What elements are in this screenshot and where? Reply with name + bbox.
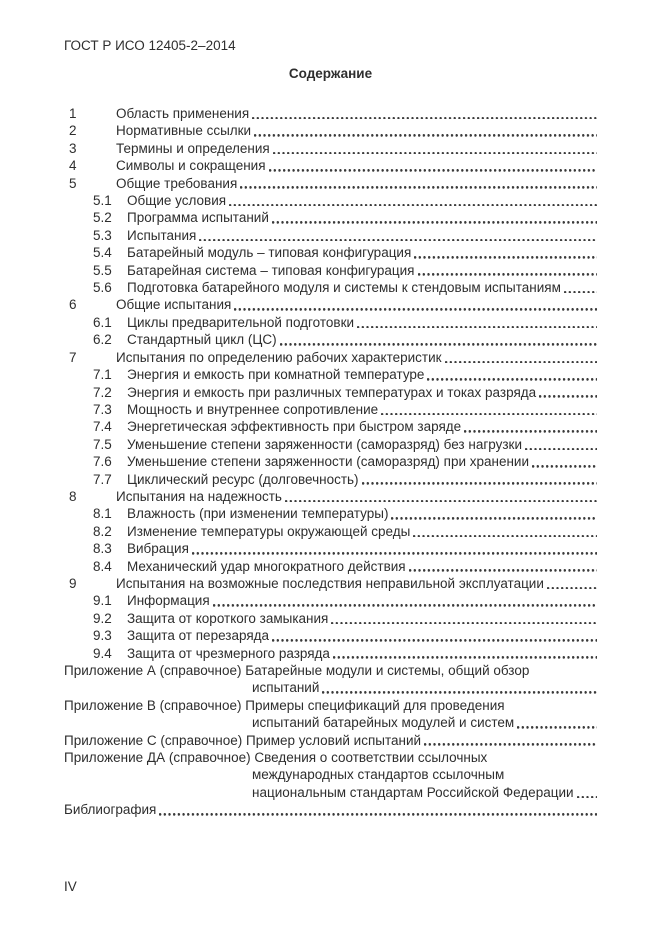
toc-entry-text: Мощность и внутреннее сопротивление — [127, 401, 379, 417]
dot-leader — [357, 326, 597, 329]
toc-entry — [64, 505, 597, 522]
toc-entry-text: международных стандартов ссылочным — [252, 767, 505, 783]
toc-entry-number: 5 — [69, 175, 77, 191]
toc-entry — [64, 140, 597, 157]
toc-entry — [64, 105, 597, 122]
dot-leader — [269, 169, 597, 172]
toc-entry-number: 6.1 — [93, 314, 112, 330]
dot-leader — [322, 691, 597, 694]
dot-leader — [159, 813, 597, 816]
toc-entry-text: Приложение В (справочное) Примеры спецификаций для проведения — [64, 697, 505, 713]
dot-leader — [213, 604, 597, 607]
toc-entry — [64, 749, 597, 766]
toc-entry-text: Область применения — [116, 106, 250, 121]
toc-entry — [64, 523, 597, 540]
toc-entry-text: Энергия и емкость при различных температурах и токах разряда — [127, 384, 537, 400]
toc-entry-number: 9.4 — [93, 645, 112, 661]
toc-entry-text: Подготовка батарейного модуля и системы к стендовым испытаниям — [127, 280, 561, 296]
toc-entry-number: 6.2 — [93, 332, 112, 348]
toc-entry-text: Циклы предварительной подготовки — [127, 314, 355, 330]
toc-entry-text: испытаний — [252, 680, 320, 696]
dot-leader — [391, 517, 597, 520]
toc-entry-text: Общие условия — [127, 193, 227, 209]
toc-entry — [64, 314, 597, 331]
toc-entry — [64, 384, 597, 401]
toc-entry — [64, 436, 597, 453]
toc-entry-text: Символы и сокращения — [116, 158, 266, 174]
toc-entry-text: Защита от чрезмерного разряда — [127, 645, 330, 661]
toc-entry-number: 8.2 — [93, 523, 112, 539]
dot-leader — [333, 656, 597, 659]
toc-entry — [64, 732, 597, 749]
dot-leader — [229, 204, 597, 207]
toc-entry-text: Вибрация — [127, 541, 189, 557]
toc-entry — [64, 697, 597, 714]
dot-leader — [532, 465, 597, 468]
toc-entry — [64, 209, 597, 226]
toc-entry-number: 7.1 — [93, 367, 112, 383]
toc-entry-number: 1 — [69, 106, 77, 121]
toc-entry-number: 5.3 — [93, 227, 112, 243]
toc-entry-number: 9 — [69, 575, 77, 591]
toc-entry-number: 5.5 — [93, 262, 112, 278]
toc-entry-number: 9.1 — [93, 593, 112, 609]
toc-entry — [64, 175, 597, 192]
dot-leader — [464, 430, 597, 433]
toc-entry — [64, 784, 597, 801]
toc-entry-text: Механический удар многократного действия — [127, 558, 406, 574]
toc-entry-text: Приложение С (справочное) Пример условий испытаний — [64, 732, 422, 748]
dot-leader — [409, 569, 597, 572]
toc-entry — [64, 610, 597, 627]
toc-entry-number: 8 — [69, 488, 77, 504]
toc-entry-text: Программа испытаний — [127, 210, 269, 226]
toc-entry — [64, 627, 597, 644]
toc-entry-text: Батарейный модуль – типовая конфигурация — [127, 245, 412, 261]
toc-entry-text: Нормативные ссылки — [116, 123, 252, 139]
dot-leader — [577, 796, 597, 799]
toc-entry-text: Защита от короткого замыкания — [127, 610, 329, 626]
dot-leader — [272, 221, 597, 224]
toc-entry-text: Библиография — [64, 802, 157, 818]
toc-entry-text: Приложение А (справочное) Батарейные модули и системы, общий обзор — [64, 663, 530, 678]
dot-leader — [445, 361, 597, 364]
dot-leader — [564, 291, 597, 294]
toc-entry-text: Уменьшение степени заряженности (саморазряд) без нагрузки — [127, 436, 522, 452]
toc-entry — [64, 488, 597, 505]
dot-leader — [539, 395, 597, 398]
toc-entry — [64, 453, 597, 470]
toc-entry-number: 7 — [69, 349, 77, 365]
toc-entry — [64, 227, 597, 244]
toc-entry — [64, 122, 597, 139]
toc-entry-text: Стандартный цикл (ЦС) — [127, 332, 277, 348]
dot-leader — [280, 343, 597, 346]
toc-entry — [64, 540, 597, 557]
toc-entry-text: Приложение ДА (справочное) Сведения о соответствии ссылочных — [64, 750, 488, 766]
document-designation: ГОСТ Р ИСО 12405-2–2014 — [64, 38, 236, 53]
toc-entry-number: 7.7 — [93, 471, 112, 487]
toc-entry-text: Испытания на надежность — [116, 488, 282, 504]
toc-entry — [64, 766, 597, 783]
toc-entry — [64, 401, 597, 418]
dot-leader — [427, 378, 597, 381]
toc-entry-number: 8.4 — [93, 558, 112, 574]
dot-leader — [252, 117, 597, 120]
toc-entry-text: Испытания на возможные последствия неправильной эксплуатации — [116, 575, 544, 591]
toc-entry-text: Общие требования — [116, 175, 238, 191]
toc-entry — [64, 575, 597, 592]
dot-leader — [381, 413, 597, 416]
dot-leader — [362, 482, 597, 485]
dot-leader — [192, 552, 597, 555]
toc-entry-number: 4 — [69, 158, 77, 174]
toc-entry-number: 8.1 — [93, 506, 112, 522]
dot-leader — [285, 500, 597, 503]
toc-entry — [64, 331, 597, 348]
toc-entry-text: Энергетическая эффективность при быстром заряде — [127, 419, 462, 435]
toc-entry — [64, 192, 597, 209]
toc-entry-text: Уменьшение степени заряженности (саморазряд) при хранении — [127, 454, 530, 470]
toc-entry — [64, 662, 597, 679]
dot-leader — [418, 273, 598, 276]
toc-entry-text: Энергия и емкость при комнатной температуре — [127, 367, 425, 383]
toc-entry — [64, 558, 597, 575]
dot-leader — [272, 639, 597, 642]
toc-entry — [64, 418, 597, 435]
toc-entry-text: национальным стандартам Российской Федерации — [252, 784, 574, 800]
dot-leader — [234, 308, 597, 311]
dot-leader — [414, 256, 597, 259]
toc-entry-number: 7.5 — [93, 436, 112, 452]
table-of-contents — [64, 105, 597, 819]
toc-entry-number: 9.2 — [93, 610, 112, 626]
toc-entry-text: Защита от перезаряда — [127, 628, 270, 644]
toc-entry-text: Испытания по определению рабочих характеристик — [116, 349, 442, 365]
dot-leader — [525, 448, 597, 451]
toc-entry-number: 7.2 — [93, 384, 112, 400]
toc-entry-text: Общие испытания — [116, 297, 232, 313]
toc-entry-number: 5.6 — [93, 280, 112, 296]
toc-entry-number: 7.3 — [93, 401, 112, 417]
toc-entry-number: 7.6 — [93, 454, 112, 470]
toc-entry — [64, 157, 597, 174]
dot-leader — [240, 186, 597, 189]
toc-entry — [64, 366, 597, 383]
toc-entry-number: 3 — [69, 140, 77, 156]
toc-entry-number: 6 — [69, 297, 77, 313]
dot-leader — [547, 587, 597, 590]
toc-entry — [64, 349, 597, 366]
toc-entry-text: Влажность (при изменении температуры) — [127, 506, 389, 522]
toc-entry-text: Испытания — [127, 227, 197, 243]
toc-entry — [64, 714, 597, 731]
toc-entry-number: 5.2 — [93, 210, 112, 226]
toc-entry — [64, 471, 597, 488]
dot-leader — [254, 134, 597, 137]
toc-entry — [64, 244, 597, 261]
toc-entry-text: Информация — [127, 593, 210, 609]
toc-entry-number: 9.3 — [93, 628, 112, 644]
toc-entry-text: испытаний батарейных модулей и систем — [252, 715, 515, 731]
toc-entry-number: 8.3 — [93, 541, 112, 557]
toc-entry-text: Батарейная система – типовая конфигурация — [127, 262, 415, 278]
toc-entry — [64, 645, 597, 662]
page-number: IV — [64, 878, 77, 894]
toc-entry — [64, 279, 597, 296]
toc-entry-text: Циклический ресурс (долговечность) — [127, 471, 359, 487]
dot-leader — [424, 743, 597, 746]
dot-leader — [517, 726, 597, 729]
page-title: Содержание — [288, 66, 373, 81]
toc-entry — [64, 801, 597, 818]
toc-entry-number: 5.1 — [93, 193, 112, 209]
dot-leader — [199, 239, 597, 242]
toc-entry — [64, 679, 597, 696]
toc-entry — [64, 592, 597, 609]
toc-entry — [64, 296, 597, 313]
toc-entry-text: Термины и определения — [116, 140, 270, 156]
dot-leader — [413, 535, 597, 538]
toc-entry-text: Изменение температуры окружающей среды — [127, 523, 411, 539]
toc-entry-number: 5.4 — [93, 245, 112, 261]
toc-entry-number: 2 — [69, 123, 77, 139]
toc-entry-number: 7.4 — [93, 419, 112, 435]
dot-leader — [331, 622, 597, 625]
dot-leader — [273, 152, 597, 155]
toc-entry — [64, 262, 597, 279]
